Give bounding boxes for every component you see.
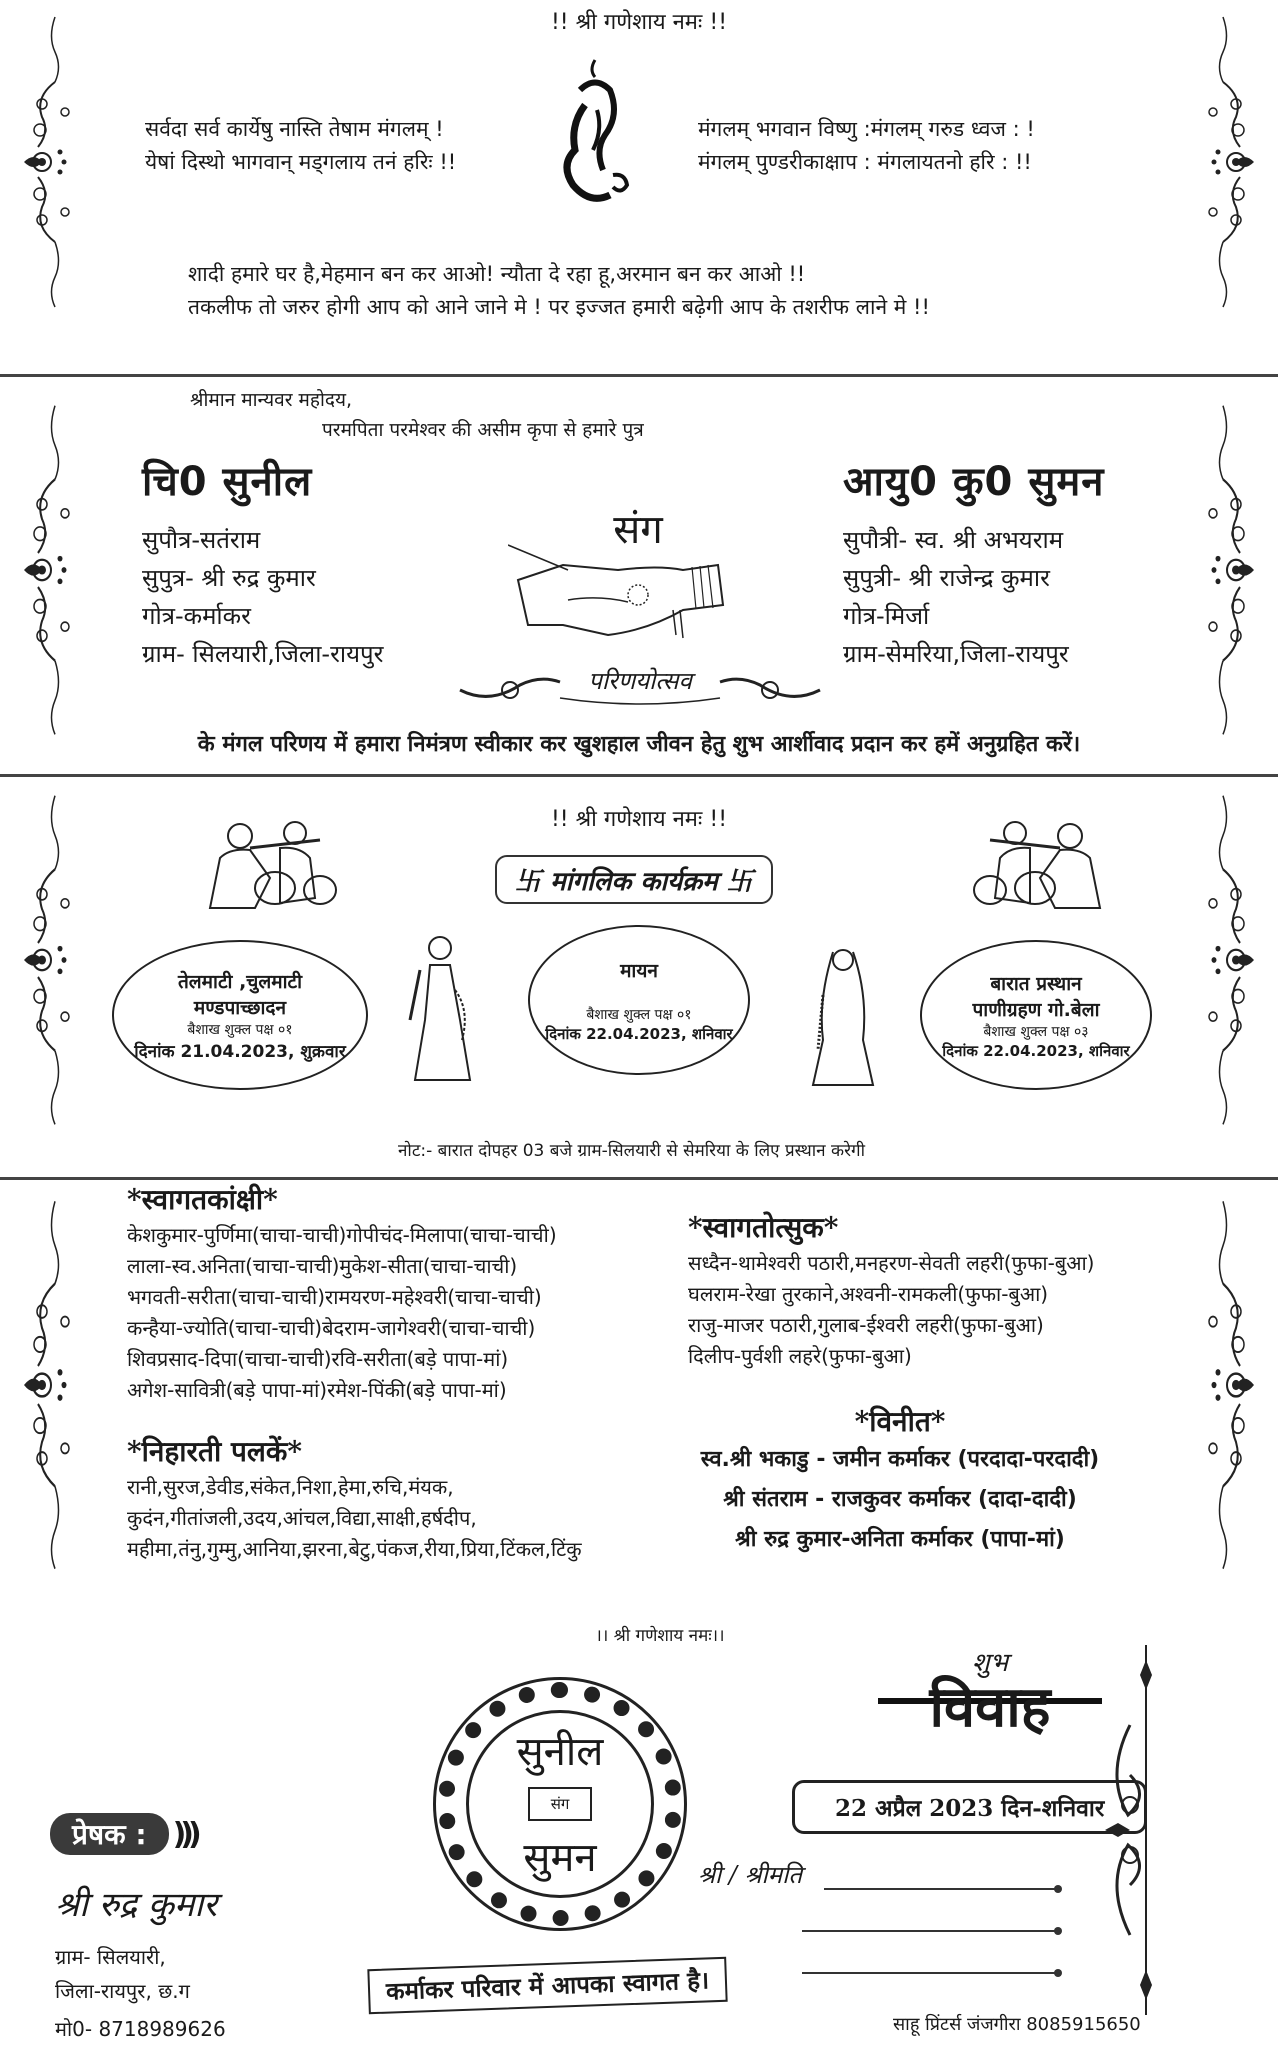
scroll-ornament-icon <box>1100 1645 1160 2015</box>
groom-name: चि0 सुनील <box>142 459 313 505</box>
elder-line: श्री संतराम - राजकुवर कर्माकर (दादा-दादी) <box>723 1487 1077 1512</box>
floral-ornament-icon <box>1188 1195 1258 1575</box>
event-subtitle: मण्डपाच्छादन <box>193 997 287 1019</box>
sender-address <box>55 1940 226 2046</box>
swagatakanshi-heading: *स्वागतकांक्षी* <box>127 1183 278 1216</box>
event-tithi: बैशाख शुक्ल पक्ष ०१ <box>187 1022 293 1038</box>
baraat-note: नोट:- बारात दोपहर 03 बजे ग्राम-सिलयारी से सेमरिया के लिए प्रस्थान करेगी <box>398 1141 865 1161</box>
printer-credit: साहू प्रिंटर्स जंजगीरा 8085915650 <box>893 2014 1141 2035</box>
family-line: शिवप्रसाद-दिपा(चाचा-चाची)रवि-सरीता(बड़े पापा-मां) <box>127 1347 509 1371</box>
shloka-line: मंगलम् भगवान विष्णु :मंगलम् गरुड ध्वज : ! <box>698 117 1035 141</box>
swagatotsuk-heading: *स्वागतोत्सुक* <box>688 1211 839 1244</box>
bride-block <box>843 452 1104 673</box>
sender-label-text: प्रेषक : <box>50 1813 169 1855</box>
bride-detail: ग्राम-सेमरिया,जिला-रायपुर <box>843 640 1069 668</box>
vinit-heading: *विनीत* <box>854 1405 946 1438</box>
program-label-box <box>495 855 773 904</box>
vivah-text: विवाह <box>929 1674 1051 1740</box>
shloka-right <box>698 113 1035 179</box>
sender-name: श्री रुद्र कुमार <box>55 1885 218 1925</box>
groom-detail: गोत्र-कर्माकर <box>142 602 251 630</box>
floral-ornament-icon <box>20 790 90 1130</box>
family-line: भगवती-सरीता(चाचा-चाची)रामयरण-महेश्वरी(चाचा-चाची) <box>127 1285 542 1309</box>
ganesh-namah-small: ।। श्री गणेशाय नमः।। <box>595 1626 725 1646</box>
welcome-couplet <box>188 258 930 324</box>
floral-ornament-icon <box>20 12 90 312</box>
musicians-icon <box>970 818 1110 913</box>
floral-ornament-icon <box>1188 400 1258 740</box>
shubh-vivah-logo <box>870 1650 1110 1739</box>
ganesh-namah-title: !! श्री गणेशाय नमः !! <box>550 10 728 35</box>
family-line: अगेश-सावित्री(बड़े पापा-मां)रमेश-पिंकी(बड़े पापा-मां) <box>127 1378 507 1402</box>
family-line: सध्दैन-थामेश्वरी पठारी,मनहरण-सेवती लहरी(फुफा-बुआ) <box>688 1251 1095 1275</box>
ganesh-namah-title: !! श्री गणेशाय नमः !! <box>550 807 728 832</box>
children-line: कुदंन,गीतांजली,उदय,आंचल,विद्या,साक्षी,हर्षदीप, <box>127 1506 477 1530</box>
floral-ornament-icon <box>1188 12 1258 312</box>
event-date: दिनांक 22.04.2023, शनिवार <box>545 1024 733 1043</box>
children-line: महीमा,तंनु,गुम्मु,आनिया,झरना,बेटु,पंकज,रीया,प्रिया,टिंकल,टिंकु <box>127 1537 582 1561</box>
family-line: घलराम-रेखा तुरकाने,अश्वनी-रामकली(फुफा-बुआ) <box>688 1282 1049 1306</box>
signal-waves-icon: ))) <box>172 1816 196 1852</box>
groom-figure-icon <box>400 930 480 1090</box>
event-date: दिनांक 22.04.2023, शनिवार <box>942 1041 1130 1060</box>
floral-ornament-icon <box>1188 790 1258 1130</box>
invitation-text: के मंगल परिणय में हमारा निमंत्रण स्वीकार कर खुशहाल जीवन हेतु शुभ आर्शीवाद प्रदान कर हमें अनुग्रहित करें। <box>197 732 1081 757</box>
niharti-heading: *निहारती पलकें* <box>127 1435 303 1468</box>
couplet-line: शादी हमारे घर है,मेहमान बन कर आओ! न्यौता दे रहा हू,अरमान बन कर आओ !! <box>188 262 806 286</box>
family-line: राजु-माजर पठारी,गुलाब-ईश्वरी लहरी(फुफा-बुआ) <box>688 1313 1044 1337</box>
bride-detail: सुपौत्री- स्व. श्री अभयराम <box>843 526 1064 554</box>
groom-block <box>142 452 383 673</box>
family-line: केशकुमार-पुर्णिमा(चाचा-चाची)गोपीचंद-मिलापा(चाचा-चाची) <box>127 1223 557 1247</box>
greeting: श्रीमान मान्यवर महोदय, <box>190 389 353 411</box>
floral-ornament-icon <box>20 400 90 740</box>
welcome-banner-text: कर्माकर परिवार में आपका स्वागत है। <box>367 1957 728 2015</box>
ganesha-icon <box>555 55 635 215</box>
shloka-line: येषां दिस्थो भागवान् मड्गलाय तनं हरिः !! <box>145 150 457 174</box>
address-line: ग्राम- सिलयारी, <box>55 1945 166 1969</box>
groom-detail: ग्राम- सिलयारी,जिला-रायपुर <box>142 640 384 668</box>
event-date: दिनांक 21.04.2023, शुक्रवार <box>134 1042 346 1062</box>
seal-sang-badge: संग <box>528 1787 592 1821</box>
swastik-icon: 卐 <box>515 867 542 897</box>
event-tithi: बैशाख शुक्ल पक्ष ०३ <box>983 1023 1089 1040</box>
intro-text: परमपिता परमेश्वर की असीम कृपा से हमारे पुत्र <box>322 419 644 441</box>
bride-detail: गोत्र-मिर्जा <box>843 602 930 630</box>
addressee-label: श्री / श्रीमति <box>698 1861 803 1889</box>
welcome-banner <box>368 1963 727 2008</box>
musicians-icon <box>200 818 340 913</box>
shloka-line: मंगलम् पुण्डरीकाक्षाप : मंगलायतनो हरि : !! <box>698 150 1032 174</box>
event-title: मायन <box>620 959 658 982</box>
event-card-baraat <box>920 940 1152 1090</box>
swagatakanshi-block <box>127 1180 557 1406</box>
couplet-line: तकलीफ तो जरुर होगी आप को आने जाने मे ! पर इज्जत हमारी बढ़ेगी आप के तशरीफ लाने मे !! <box>188 295 930 319</box>
seal-groom-name: सुनील <box>516 1729 604 1775</box>
seal-bride-name: सुमन <box>523 1835 597 1881</box>
vivah-wrapper <box>870 1676 1110 1739</box>
bride-name: आयु0 कु0 सुमन <box>843 459 1105 505</box>
wedding-date-text: 22 अप्रैल 2023 दिन-शनिवार <box>792 1780 1147 1834</box>
floral-ornament-icon <box>20 1195 90 1575</box>
niharti-block <box>127 1432 582 1565</box>
parinayotsav-text: परिणयोत्सव <box>588 667 692 695</box>
swastik-icon: 卐 <box>726 867 753 897</box>
addressee-line[interactable] <box>802 1972 1058 1974</box>
bride-detail: सुपुत्री- श्री राजेन्द्र कुमार <box>843 564 1050 592</box>
program-label-text: मांगलिक कार्यक्रम <box>550 867 718 897</box>
event-tithi: बैशाख शुक्ल पक्ष ०१ <box>586 1006 692 1023</box>
event-card-mayan <box>528 925 750 1075</box>
joined-hands-icon <box>508 540 748 650</box>
bride-figure-icon <box>808 940 878 1090</box>
family-line: दिलीप-पुर्वशी लहरे(फुफा-बुआ) <box>688 1344 912 1368</box>
groom-detail: सुपौत्र-सतंराम <box>142 526 261 554</box>
section-divider <box>0 774 1278 777</box>
shloka-line: सर्वदा सर्व कार्येषु नास्ति तेषाम मंगलम् ! <box>145 117 444 141</box>
swagatotsuk-block <box>688 1208 1094 1372</box>
event-title: तेलमाटी ,चुलमाटी <box>177 971 303 993</box>
event-subtitle: पाणीग्रहण गो.बेला <box>972 998 1100 1021</box>
shloka-left <box>145 113 456 179</box>
family-line: लाला-स्व.अनिता(चाचा-चाची)मुकेश-सीता(चाचा-चाची) <box>127 1254 518 1278</box>
wedding-date-box <box>792 1780 1147 1834</box>
elder-line: श्री रुद्र कुमार-अनिता कर्माकर (पापा-मां) <box>735 1527 1065 1552</box>
shubh-text: शुभ <box>972 1648 1008 1678</box>
family-line: कन्हैया-ज्योति(चाचा-चाची)बेदराम-जागेश्वरी(चाचा-चाची) <box>127 1316 536 1340</box>
children-line: रानी,सुरज,डेवीड,संकेत,निशा,हेमा,रुचि,मंयक, <box>127 1475 454 1499</box>
sang-text: संग <box>613 507 663 553</box>
vinit-block <box>640 1402 1160 1560</box>
elder-line: स्व.श्री भकाडु - जमीन कर्माकर (परदादा-परदादी) <box>700 1447 1100 1472</box>
sender-mobile: मो0- 8718989626 <box>55 2017 226 2041</box>
groom-detail: सुपुत्र- श्री रुद्र कुमार <box>142 564 316 592</box>
parinayotsav-banner <box>440 660 840 710</box>
section-divider <box>0 374 1278 377</box>
addressee-line[interactable] <box>824 1888 1058 1890</box>
addressee-line[interactable] <box>802 1930 1058 1932</box>
event-card-telmati <box>112 940 368 1090</box>
program-label <box>495 855 773 904</box>
sender-label <box>50 1813 196 1855</box>
address-line: जिला-रायपुर, छ.ग <box>55 1979 190 2003</box>
event-title: बारात प्रस्थान <box>990 972 1082 995</box>
